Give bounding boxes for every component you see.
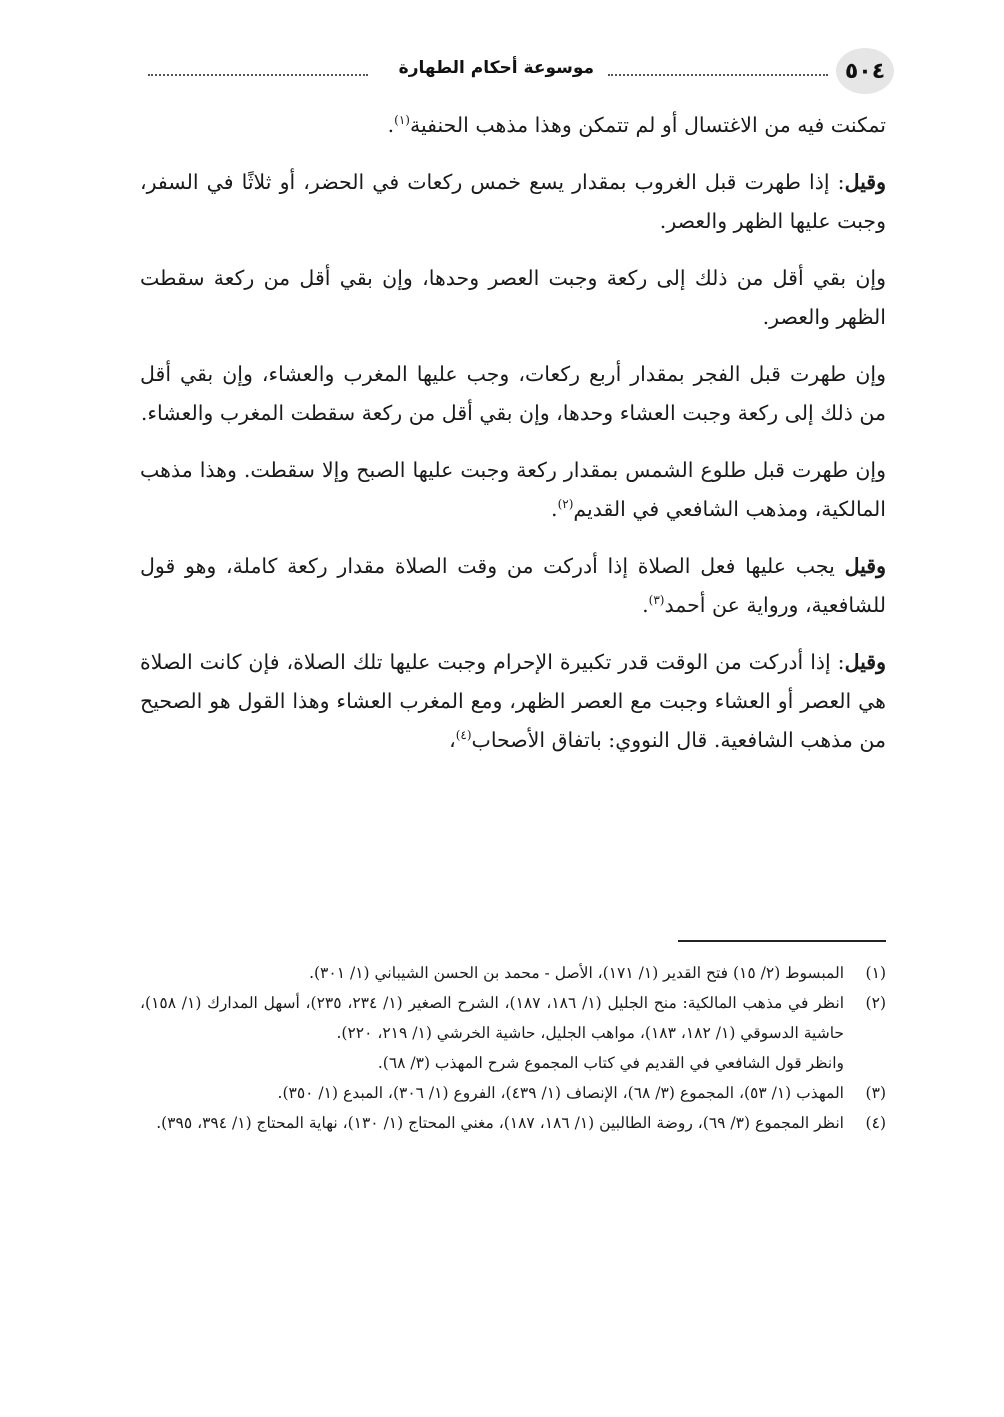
paragraph	[140, 259, 886, 337]
running-title: موسوعة أحكام الطهارة	[398, 58, 594, 78]
footnote	[140, 958, 886, 988]
paragraph	[140, 643, 886, 760]
paragraph	[140, 163, 886, 241]
footnote-ref[interactable]: (٢)	[557, 497, 574, 512]
paragraph-text: وإن طهرت قبل الفجر بمقدار أربع ركعات، وجب عليها المغرب والعشاء، وإن بقي أقل من ذلك إلى ركعة وجبت العشاء وحدها، وإن بقي أقل من ركعة سقطت المغرب والعشاء.	[140, 362, 886, 425]
footnote-continuation: وانظر قول الشافعي في القديم في كتاب المجموع شرح المهذب (٣/ ٦٨).	[377, 1054, 844, 1072]
footnote	[140, 1108, 886, 1138]
paragraph-text: يجب عليها فعل الصلاة إذا أدركت من وقت الصلاة مقدار ركعة كاملة، وهو قول للشافعية، ورواية عن أحمد	[140, 554, 886, 617]
page-header	[140, 48, 894, 98]
footnote-ref[interactable]: (٣)	[648, 593, 665, 608]
footnote-number: (٢)	[865, 994, 886, 1012]
paragraph	[140, 451, 886, 529]
footnote-text: انظر في مذهب المالكية: منح الجليل (١/ ١٨٦، ١٨٧)، الشرح الصغير (١/ ٢٣٤، ٢٣٥)، أسهل المدارك (١/ ١٥٨)، حاشية الدسوقي (١/ ١٨٢، ١٨٣)، مواهب الجليل، حاشية الخرشي (١/ ٢١٩، ٢٢٠).	[140, 994, 845, 1042]
footnote-number: (٤)	[865, 1114, 886, 1132]
page-number: ٥٠٤	[836, 48, 894, 94]
paragraph-tail: ،	[449, 728, 456, 752]
paragraph-lead: وقيل	[844, 554, 886, 578]
footnote	[140, 1078, 886, 1108]
footnotes	[140, 958, 886, 1138]
paragraph	[140, 547, 886, 625]
footnote-text: المبسوط (٢/ ١٥) فتح القدير (١/ ١٧١)، الأصل - محمد بن الحسن الشيباني (١/ ٣٠١).	[309, 964, 844, 982]
main-text	[140, 106, 886, 778]
paragraph-text: تمكنت فيه من الاغتسال أو لم تتمكن وهذا مذهب الحنفية	[409, 113, 886, 137]
footnote-number: (١)	[865, 964, 886, 982]
footnote-text: المهذب (١/ ٥٣)، المجموع (٣/ ٦٨)، الإنصاف (١/ ٤٣٩)، الفروع (١/ ٣٠٦)، المبدع (١/ ٣٥٠).	[277, 1084, 844, 1102]
paragraph-text: وإن بقي أقل من ذلك إلى ركعة وجبت العصر وحدها، وإن بقي أقل من ركعة سقطت الظهر والعصر.	[140, 266, 886, 329]
footnote	[140, 988, 886, 1048]
footnote-ref[interactable]: (١)	[394, 113, 410, 128]
footnote-number: (٣)	[865, 1084, 886, 1102]
paragraph	[140, 106, 886, 145]
paragraph-lead: وقيل	[844, 170, 886, 194]
paragraph-tail: .	[642, 593, 649, 617]
paragraph-tail: .	[387, 113, 395, 137]
paragraph-text: وإن طهرت قبل طلوع الشمس بمقدار ركعة وجبت عليها الصبح وإلا سقطت. وهذا مذهب المالكية، ومذهب الشافعي في القديم	[140, 458, 887, 521]
paragraph-text: : إذا طهرت قبل الغروب بمقدار يسع خمس ركعات في الحضر، أو ثلاثًا في السفر، وجبت عليها الظهر والعصر.	[140, 170, 886, 233]
paragraph-text: : إذا أدركت من الوقت قدر تكبيرة الإحرام وجبت عليها تلك الصلاة، فإن كانت الصلاة هي العصر أو العشاء وجبت مع العصر الظهر، ومع المغرب العشاء وهذا القول هو الصحيح من مذهب الشافعية. قال النووي: باتفاق الأصحاب	[140, 650, 886, 752]
footnote-ref[interactable]: (٤)	[455, 728, 472, 743]
paragraph-tail: .	[551, 497, 558, 521]
paragraph-lead: وقيل	[844, 650, 886, 674]
paragraph	[140, 355, 886, 433]
footnote-separator	[678, 940, 886, 942]
header-dotted-leader	[148, 74, 368, 76]
header-dotted-leader	[608, 74, 828, 76]
footnote-text: انظر المجموع (٣/ ٦٩)، روضة الطالبين (١/ ١٨٦، ١٨٧)، مغني المحتاج (١/ ١٣٠)، نهاية المحتاج (١/ ٣٩٤، ٣٩٥).	[156, 1114, 844, 1132]
